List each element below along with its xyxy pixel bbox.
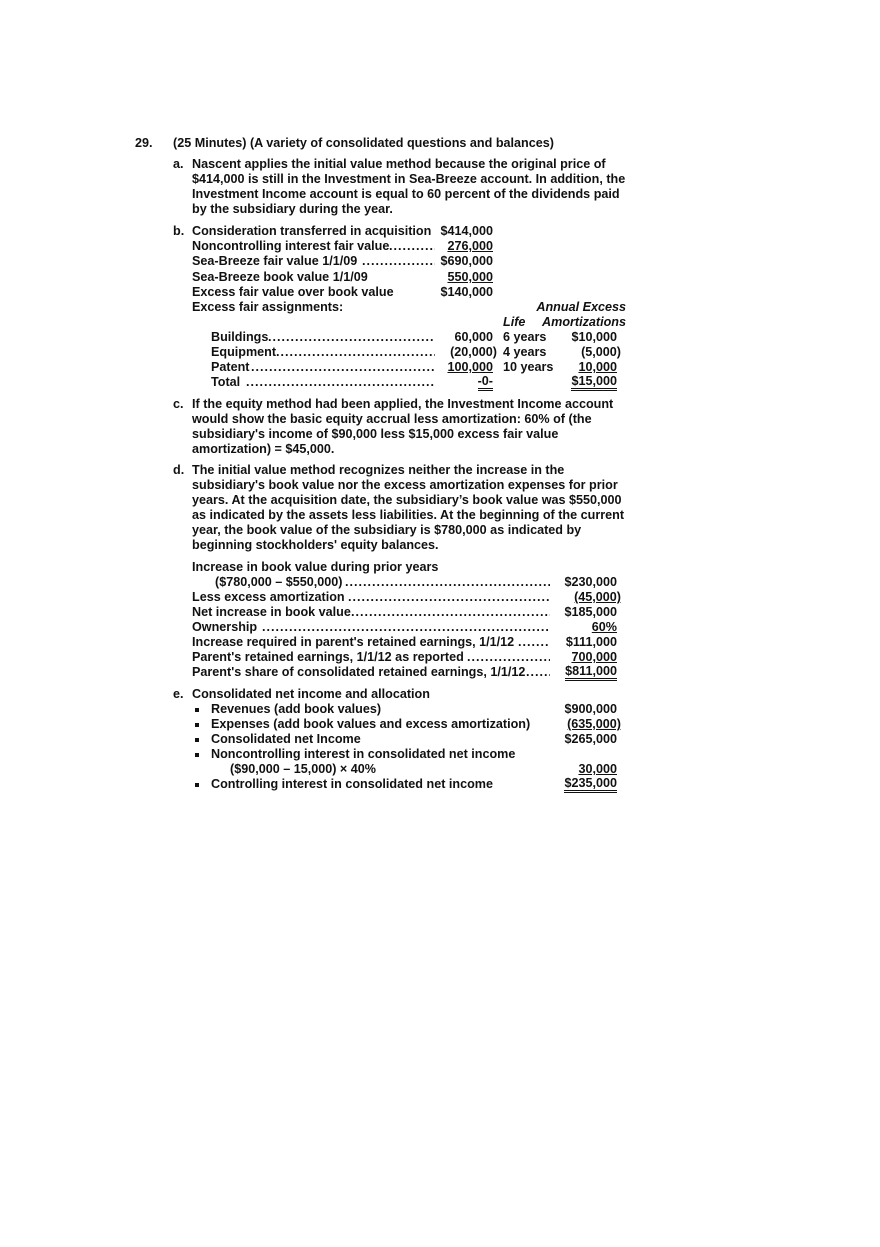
leader-dots xyxy=(351,605,550,620)
part-e-value: $235,000 xyxy=(564,777,617,793)
part-b-value: $140,000 xyxy=(440,285,493,299)
part-d-line: The initial value method recognizes neither the increase in the xyxy=(192,463,565,477)
part-a-letter: a. xyxy=(173,157,184,171)
problem-number: 29. xyxy=(135,136,153,150)
bullet-icon xyxy=(195,723,199,727)
part-e-item: Controlling interest in consolidated net income xyxy=(211,777,493,791)
assignment-amount: 100,000 xyxy=(447,360,493,374)
part-a-line: by the subsidiary during the year. xyxy=(192,202,393,216)
leader-dots xyxy=(348,590,550,605)
part-b-value: $414,000 xyxy=(440,224,493,238)
part-e-value: $265,000 xyxy=(564,732,617,746)
schedule-value: 60% xyxy=(591,620,617,634)
bullet-icon xyxy=(195,753,199,757)
schedule-value: 700,000 xyxy=(571,650,617,664)
leader-dots xyxy=(362,254,435,269)
part-e-item: Consolidated net Income xyxy=(211,732,361,746)
header-amortizations: Amortizations xyxy=(542,315,626,329)
part-c-letter: c. xyxy=(173,397,184,411)
leader-dots xyxy=(526,665,550,680)
problem-heading: (25 Minutes) (A variety of consolidated questions and balances) xyxy=(173,136,554,150)
assignment-label: Patent xyxy=(211,360,250,374)
leader-dots xyxy=(251,360,435,375)
schedule-label: Increase required in parent's retained earnings, 1/1/12 xyxy=(192,635,515,649)
leader-dots xyxy=(389,239,435,254)
part-b-label: Sea-Breeze book value 1/1/09 xyxy=(192,270,368,284)
assignment-amount: (20,000) xyxy=(450,345,497,359)
assignment-label: Buildings xyxy=(211,330,269,344)
part-a-line: $414,000 is still in the Investment in Sea-Breeze account. In addition, the xyxy=(192,172,626,186)
part-b-letter: b. xyxy=(173,224,185,238)
part-b-label: Consideration transferred in acquisition xyxy=(192,224,432,238)
assignment-amort: $10,000 xyxy=(571,330,617,344)
schedule-heading: Increase in book value during prior years xyxy=(192,560,439,574)
assignment-amount: 60,000 xyxy=(454,330,493,344)
bullet-icon xyxy=(195,783,199,787)
part-e-item: Revenues (add book values) xyxy=(211,702,382,716)
bullet-icon xyxy=(195,738,199,742)
part-d-line: as indicated by the assets less liabilities. At the beginning of the current xyxy=(192,508,625,522)
assignment-amount: -0- xyxy=(478,375,493,391)
assignment-amort: (5,000) xyxy=(581,345,621,359)
part-a-line: Nascent applies the initial value method because the original price of xyxy=(192,157,606,171)
assignment-amort: $15,000 xyxy=(571,375,617,391)
part-b-label: Noncontrolling interest fair value xyxy=(192,239,390,253)
part-e-value: (635,000) xyxy=(567,717,621,731)
part-c-line: subsidiary's income of $90,000 less $15,000 excess fair value xyxy=(192,427,559,441)
schedule-value: (45,000) xyxy=(574,590,621,604)
header-annual-excess: Annual Excess xyxy=(536,300,626,314)
leader-dots xyxy=(276,345,435,360)
part-d-line: subsidiary's book value nor the excess amortization expenses for prior xyxy=(192,478,618,492)
assignment-label: Total xyxy=(211,375,241,389)
assignment-amort: 10,000 xyxy=(578,360,617,374)
part-b-label: Excess fair assignments: xyxy=(192,300,344,314)
leader-dots xyxy=(246,375,435,390)
part-e-value: 30,000 xyxy=(578,762,617,776)
part-e-heading: Consolidated net income and allocation xyxy=(192,687,430,701)
part-b-value: 550,000 xyxy=(447,270,493,284)
part-b-label: Sea-Breeze fair value 1/1/09 xyxy=(192,254,358,268)
part-c-line: would show the basic equity accrual less amortization: 60% of (the xyxy=(192,412,592,426)
schedule-label: Ownership xyxy=(192,620,258,634)
part-b-label: Excess fair value over book value xyxy=(192,285,394,299)
part-e-item: Noncontrolling interest in consolidated net income xyxy=(211,747,516,761)
assignment-label: Equipment xyxy=(211,345,277,359)
assignment-life: 4 years xyxy=(503,345,547,359)
leader-dots xyxy=(467,650,550,665)
part-b-value: $690,000 xyxy=(440,254,493,268)
schedule-value: $230,000 xyxy=(564,575,617,589)
part-d-line: year, the book value of the subsidiary is $780,000 as indicated by xyxy=(192,523,582,537)
leader-dots xyxy=(268,330,435,345)
part-d-letter: d. xyxy=(173,463,185,477)
part-c-line: amortization) = $45,000. xyxy=(192,442,335,456)
part-d-line: years. At the acquisition date, the subsidiary’s book value was $550,000 xyxy=(192,493,622,507)
schedule-label: Parent's share of consolidated retained earnings, 1/1/12 xyxy=(192,665,526,679)
schedule-value: $185,000 xyxy=(564,605,617,619)
part-e-item: Expenses (add book values and excess amortization) xyxy=(211,717,531,731)
part-b-value: 276,000 xyxy=(447,239,493,253)
schedule-label: ($780,000 – $550,000) xyxy=(215,575,343,589)
part-e-letter: e. xyxy=(173,687,184,701)
part-c-line: If the equity method had been applied, the Investment Income account xyxy=(192,397,614,411)
part-d-line: beginning stockholders' equity balances. xyxy=(192,538,439,552)
part-a-line: Investment Income account is equal to 60 percent of the dividends paid xyxy=(192,187,620,201)
leader-dots xyxy=(345,575,550,590)
bullet-icon xyxy=(195,708,199,712)
schedule-label: Less excess amortization xyxy=(192,590,345,604)
leader-dots xyxy=(518,635,550,650)
header-life: Life xyxy=(503,315,526,329)
schedule-value: $111,000 xyxy=(565,635,617,649)
part-e-item: ($90,000 – 15,000) × 40% xyxy=(230,762,376,776)
schedule-value: $811,000 xyxy=(565,665,617,681)
assignment-life: 10 years xyxy=(503,360,554,374)
schedule-label: Net increase in book value xyxy=(192,605,351,619)
assignment-life: 6 years xyxy=(503,330,547,344)
part-e-value: $900,000 xyxy=(564,702,617,716)
leader-dots xyxy=(262,620,550,635)
schedule-label: Parent's retained earnings, 1/1/12 as reported xyxy=(192,650,464,664)
